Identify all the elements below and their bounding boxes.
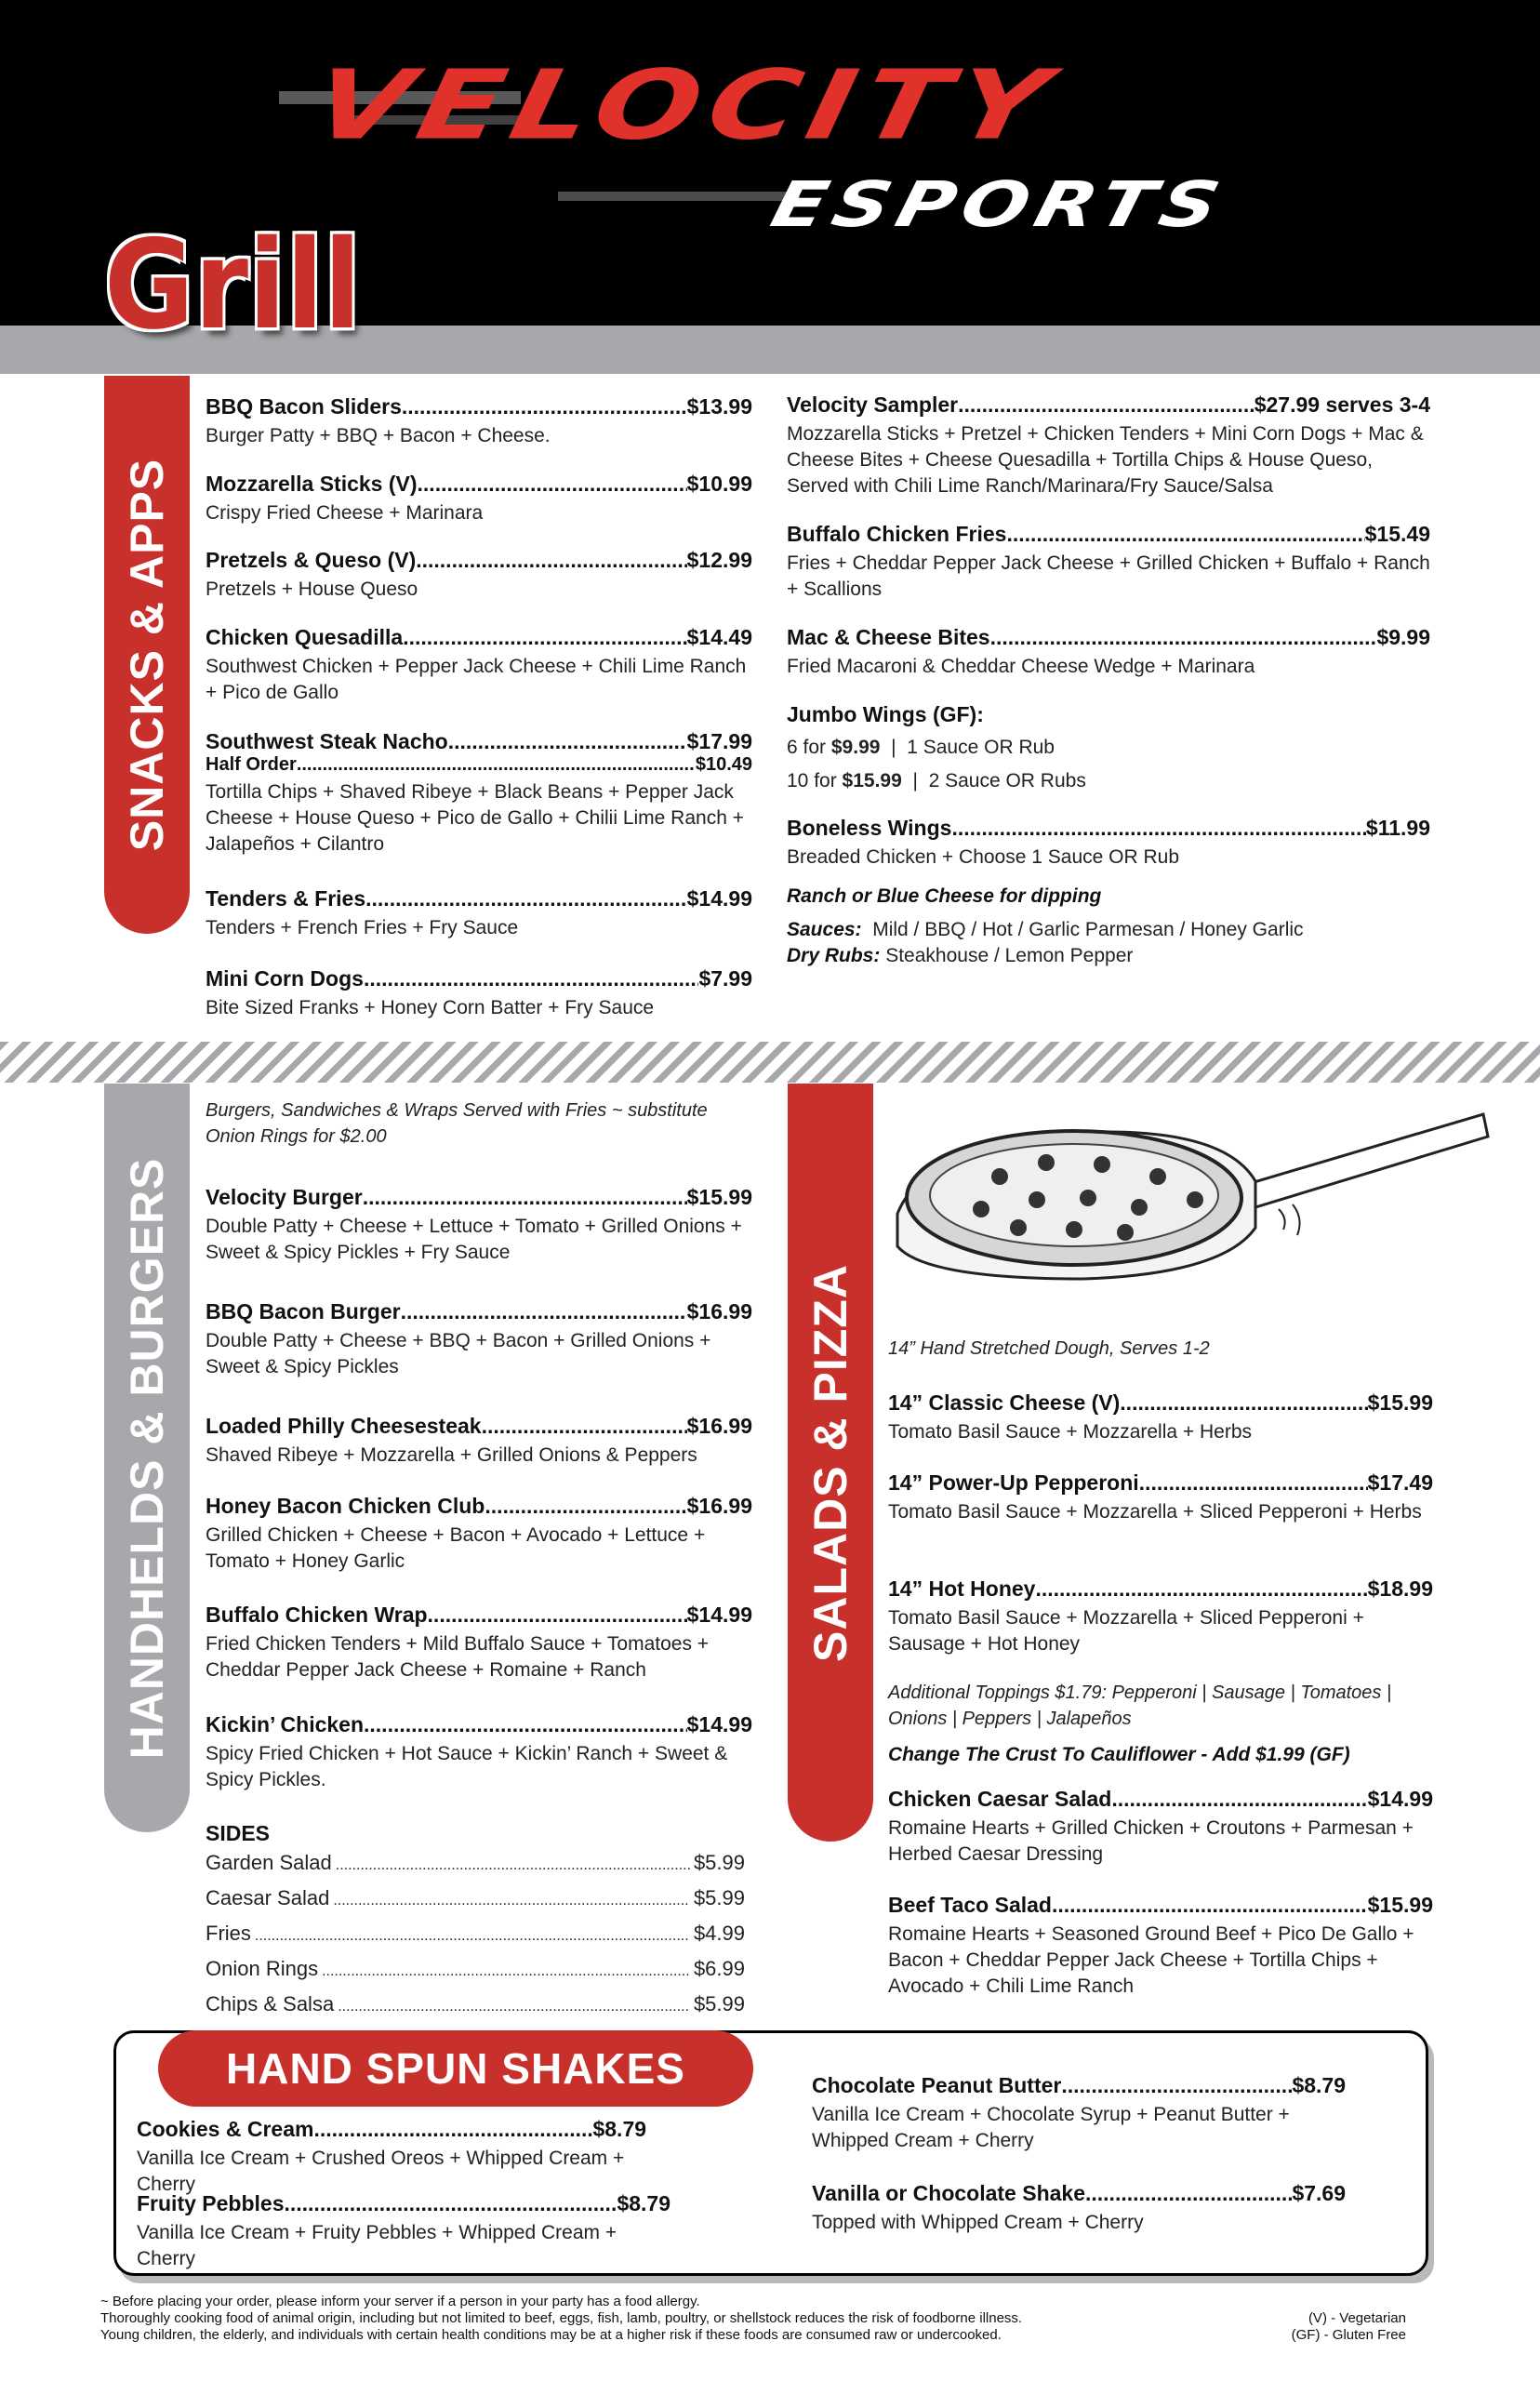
menu-item: BBQ Bacon Sliders ..... $13.99 Burger Patty + BBQ + Bacon + Cheese. (206, 394, 752, 449)
menu-item: 14” Power-Up Pepperoni ..... $17.49 Tomato Basil Sauce + Mozzarella + Sliced Pepperoni + Herbs (888, 1470, 1433, 1525)
menu-item: Honey Bacon Chicken Club ..... $16.99 Grilled Chicken + Cheese + Bacon + Avocado + Lettuce + Tomato + Honey Garlic (206, 1494, 752, 1575)
menu-item: Buffalo Chicken Fries ..... $15.49 Fries + Cheddar Pepper Jack Cheese + Grilled Chicken + Buffalo + Ranch + Scallions (787, 522, 1430, 603)
menu-item: 14” Hot Honey ..... $18.99 Tomato Basil Sauce + Mozzarella + Sliced Pepperoni + Sausage + Hot Honey (888, 1576, 1433, 1657)
menu-item: Velocity Sampler ..... $27.99 serves 3-4 Mozzarella Sticks + Pretzel + Chicken Tenders + Mini Corn Dogs + Mac & Cheese Bites + Cheese Quesadilla + Tortilla Chips & House Queso, Served with Chili Lime Ranch/Marinara/Fry Sauce/Salsa (787, 392, 1430, 499)
handhelds-note: Burgers, Sandwiches & Wraps Served with Fries ~ substitute Onion Rings for $2.00 (206, 1100, 708, 1147)
wings-item: Jumbo Wings (GF): 6 for $9.99 | 1 Sauce OR Rub 10 for $15.99 | 2 Sauce OR Rubs (787, 702, 1086, 791)
menu-item: BBQ Bacon Burger ..... $16.99 Double Patty + Cheese + BBQ + Bacon + Grilled Onions + Sweet & Spicy Pickles (206, 1299, 752, 1380)
side-item: Garden Salad ..... $5.99 (206, 1846, 745, 1882)
section-tab-snacks (104, 376, 190, 934)
shakes-title: HAND SPUN SHAKES (158, 2030, 753, 2107)
speed-line (558, 192, 800, 201)
menu-item: 14” Classic Cheese (V) ..... $15.99 Tomato Basil Sauce + Mozzarella + Herbs (888, 1390, 1433, 1445)
side-item: Onion Rings ..... $6.99 (206, 1952, 745, 1988)
rubs-list: Dry Rubs: Steakhouse / Lemon Pepper (787, 945, 1134, 966)
menu-item: Chocolate Peanut Butter ..... $8.79 Vanilla Ice Cream + Chocolate Syrup + Peanut Butter + Whipped Cream + Cherry (812, 2073, 1346, 2154)
menu-item: Kickin’ Chicken ..... $14.99 Spicy Fried Chicken + Hot Sauce + Kickin’ Ranch + Sweet & Spicy Pickles. (206, 1712, 752, 1793)
menu-item: Southwest Steak Nacho ..... $17.99 Half Order ..... $10.49 Tortilla Chips + Shaved Ribeye + Black Beans + Pepper Jack Cheese + House Queso + Pico de Gallo + Chilii Lime Ranch + Jalapeños + Cilantro (206, 729, 752, 858)
menu-item: Vanilla or Chocolate Shake ..... $7.69 Topped with Whipped Cream + Cherry (812, 2181, 1346, 2236)
sauces-list: Sauces: Mild / BBQ / Hot / Garlic Parmesan / Honey Garlic (787, 919, 1304, 940)
menu-item: Tenders & Fries ..... $14.99 Tenders + French Fries + Fry Sauce (206, 886, 752, 941)
menu-item: Beef Taco Salad ..... $15.99 Romaine Hearts + Seasoned Ground Beef + Pico De Gallo + Bacon + Cheddar Pepper Jack Cheese + Tortilla Chips + Avocado + Chili Lime Ranch (888, 1893, 1433, 2000)
section-tab-label: SNACKS & APPS (121, 458, 173, 852)
menu-item: Mozzarella Sticks (V) ..... $10.99 Crispy Fried Cheese + Marinara (206, 472, 752, 526)
side-item: Chips & Salsa ..... $5.99 (206, 1988, 745, 2023)
menu-item: Chicken Quesadilla ..... $14.49 Southwest Chicken + Pepper Jack Cheese + Chili Lime Ranch + Pico de Gallo (206, 625, 752, 706)
section-divider (0, 1042, 1540, 1083)
toppings-note: Additional Toppings $1.79: Pepperoni | Sausage | Tomatoes | Onions | Peppers | Jalapeños (888, 1683, 1392, 1729)
section-tab-label: HANDHELDS & BURGERS (121, 1157, 173, 1759)
logo-velocity: VELOCITY (303, 49, 1068, 162)
page-title: Grill (104, 212, 362, 357)
pizza-illustration (888, 1088, 1493, 1311)
diet-legend: (V) - Vegetarian (GF) - Gluten Free (1291, 2310, 1406, 2343)
menu-item: Boneless Wings ..... $11.99 Breaded Chicken + Choose 1 Sauce OR Rub (787, 816, 1430, 871)
menu-item: Chicken Caesar Salad ..... $14.99 Romaine Hearts + Grilled Chicken + Croutons + Parmesan + Herbed Caesar Dressing (888, 1787, 1433, 1868)
menu-item: Fruity Pebbles ..... $8.79 Vanilla Ice Cream + Fruity Pebbles + Whipped Cream + Cherry (137, 2191, 670, 2272)
menu-item: Pretzels & Queso (V) ..... $12.99 Pretzels + House Queso (206, 548, 752, 603)
menu-item: Cookies & Cream ..... $8.79 Vanilla Ice Cream + Crushed Oreos + Whipped Cream + Cherry (137, 2117, 670, 2198)
side-item: Fries ..... $4.99 (206, 1917, 745, 1952)
menu-item: Mac & Cheese Bites ..... $9.99 Fried Macaroni & Cheddar Cheese Wedge + Marinara (787, 625, 1430, 680)
section-tab-label: SALADS & PIZZA (804, 1263, 856, 1662)
crust-note: Change The Crust To Cauliflower - Add $1.99 (GF) (888, 1744, 1350, 1765)
section-tab-handhelds (104, 1084, 190, 1832)
menu-item: Loaded Philly Cheesesteak ..... $16.99 Shaved Ribeye + Mozzarella + Grilled Onions & Peppers (206, 1414, 752, 1469)
menu-item: Buffalo Chicken Wrap ..... $14.99 Fried Chicken Tenders + Mild Buffalo Sauce + Tomatoes + Cheddar Pepper Jack Cheese + Romaine + Ranch (206, 1603, 752, 1683)
allergy-disclaimer: ~ Before placing your order, please inform your server if a person in your party has a food allergy. Thoroughly cooking food of animal origin, including but not limited to beef, eggs, fish, lamb, poultry, or shellstock reduces the risk of foodborne illness. Young children, the elderly, and individuals with certain health conditions may be at a higher risk if these foods are consumed raw or undercooked. (100, 2294, 1023, 2343)
menu-item: Mini Corn Dogs ..... $7.99 Bite Sized Franks + Honey Corn Batter + Fry Sauce (206, 966, 752, 1021)
sides-list: SIDES Garden Salad ..... $5.99 Caesar Salad ..... $5.99 Fries ..... $4.99 Onion Rings ..... $6.99 Chips & Salsa ..... $5.99 (206, 1821, 745, 2023)
side-item: Caesar Salad ..... $5.99 (206, 1882, 745, 1917)
dipping-note: Ranch or Blue Cheese for dipping (787, 885, 1102, 907)
section-tab-pizza (788, 1084, 873, 1842)
pizza-note: 14” Hand Stretched Dough, Serves 1-2 (888, 1338, 1210, 1359)
menu-item: Velocity Burger ..... $15.99 Double Patty + Cheese + Lettuce + Tomato + Grilled Onions + Sweet & Spicy Pickles + Fry Sauce (206, 1185, 752, 1266)
logo-esports: ESPORTS (763, 167, 1234, 241)
